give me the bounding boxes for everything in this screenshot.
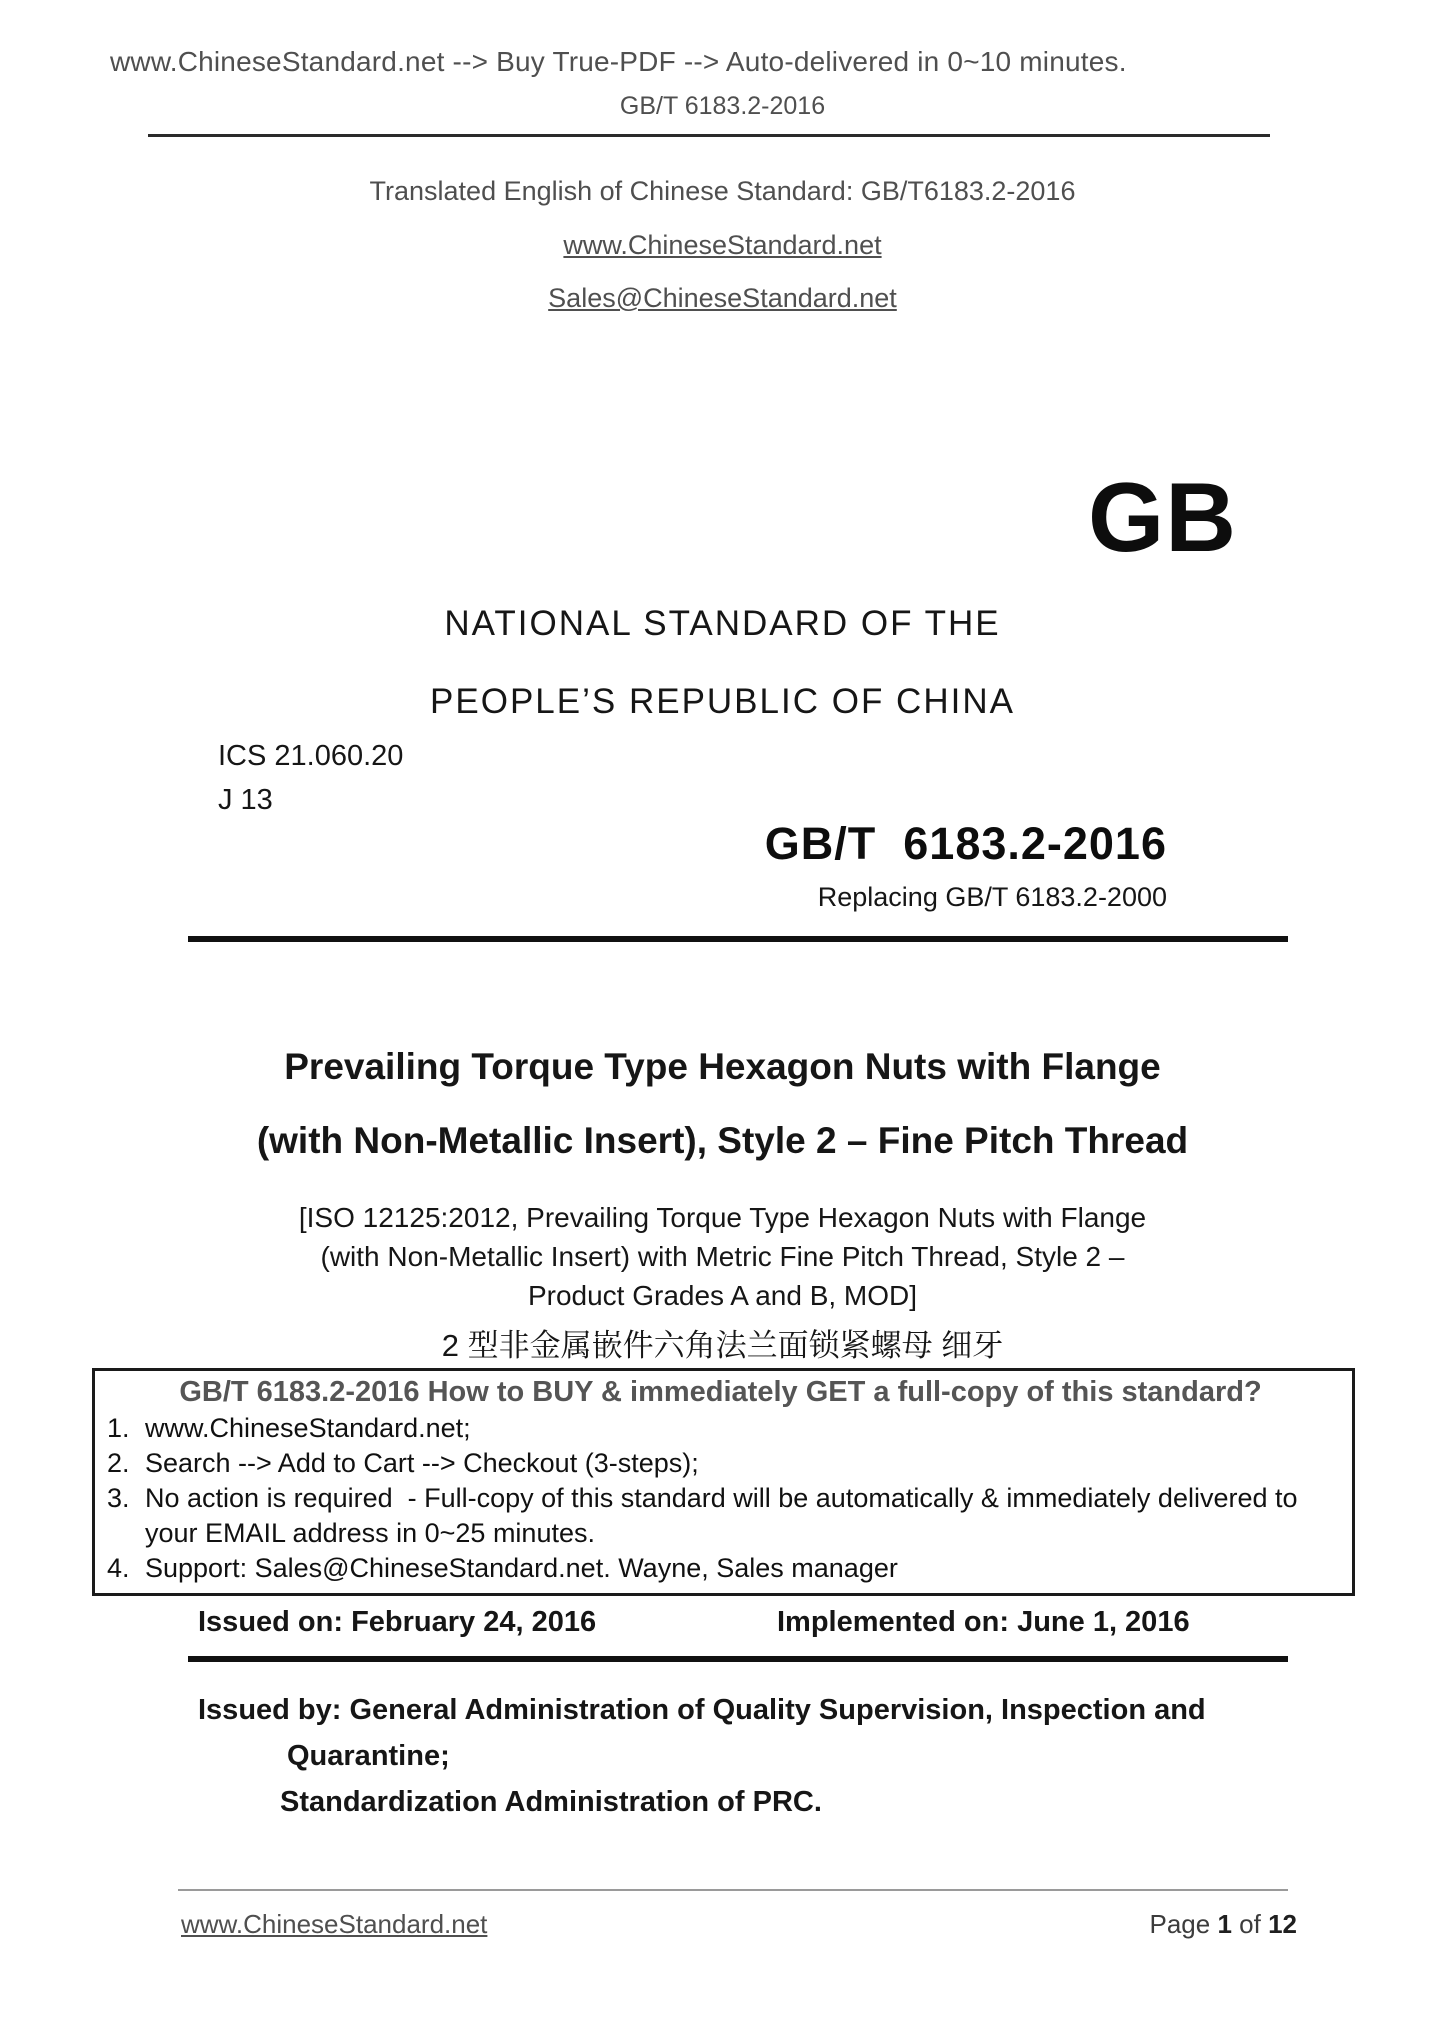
title-english-line1: Prevailing Torque Type Hexagon Nuts with Flange <box>284 1046 1161 1087</box>
issuer-line3: Standardization Administration of PRC. <box>280 1786 822 1818</box>
footer-divider <box>178 1889 1288 1891</box>
translated-standard-line: Translated English of Chinese Standard: GB/T6183.2-2016 <box>369 176 1076 206</box>
iso-reference-line3: Product Grades A and B, MOD] <box>527 1280 918 1311</box>
website-link[interactable]: www.ChineseStandard.net <box>563 230 882 260</box>
title-english-line2: (with Non-Metallic Insert), Style 2 – Fine Pitch Thread <box>256 1120 1189 1161</box>
footer-website-link[interactable]: www.ChineseStandard.net <box>181 1909 488 1939</box>
dates-divider <box>188 1656 1288 1662</box>
standard-number-block <box>765 818 1167 913</box>
buy-step-number: 2. <box>107 1448 130 1478</box>
issuer-line2: Quarantine; <box>287 1740 450 1772</box>
how-to-buy-box <box>92 1368 1355 1596</box>
standard-number: GB/T 6183.2-2016 <box>764 818 1167 869</box>
buy-step-1 <box>99 1411 1342 1446</box>
buy-step-number: 4. <box>107 1553 130 1583</box>
buy-step-text: Search --> Add to Cart --> Checkout (3-steps); <box>145 1448 699 1478</box>
page-of-label: of <box>1239 1909 1261 1939</box>
page-label: Page <box>1149 1909 1211 1939</box>
gb-logo: GB <box>1088 462 1237 572</box>
sales-email-link[interactable]: Sales@ChineseStandard.net <box>548 283 897 313</box>
iso-reference-line1: [ISO 12125:2012, Prevailing Torque Type Hexagon Nuts with Flange <box>298 1202 1147 1233</box>
title-divider <box>188 936 1288 942</box>
iso-reference-line2: (with Non-Metallic Insert) with Metric Fine Pitch Thread, Style 2 – <box>320 1241 1125 1272</box>
buy-step-2 <box>99 1446 1342 1481</box>
issued-date: Issued on: February 24, 2016 <box>198 1606 597 1638</box>
replacing-note: Replacing GB/T 6183.2-2000 <box>817 882 1167 912</box>
national-standard-line2: PEOPLE’S REPUBLIC OF CHINA <box>430 682 1015 721</box>
implemented-date: Implemented on: June 1, 2016 <box>777 1606 1190 1638</box>
page-total: 12 <box>1268 1909 1297 1939</box>
national-standard-line1: NATIONAL STANDARD OF THE <box>444 604 1001 643</box>
header-doc-code: GB/T 6183.2-2016 <box>619 92 826 120</box>
buy-step-number: 1. <box>107 1413 130 1443</box>
title-chinese: 2 型非金属嵌件六角法兰面锁紧螺母 细牙 <box>441 1328 1004 1363</box>
page-indicator <box>1149 1909 1297 1940</box>
buy-step-text: www.ChineseStandard.net; <box>145 1413 471 1443</box>
how-to-buy-heading: GB/T 6183.2-2016 How to BUY & immediately GET a full-copy of this standard? <box>179 1376 1262 1408</box>
email-link-row <box>0 283 1445 314</box>
issuer-line1: Issued by: General Administration of Quality Supervision, Inspection and <box>198 1694 1206 1726</box>
iso-reference-block <box>0 1198 1445 1315</box>
footer-site-row <box>181 1909 487 1940</box>
header-divider <box>148 134 1270 137</box>
buy-step-text: No action is required - Full-copy of this standard will be automatically & immediately delivered to your EMAIL address in 0~25 minutes. <box>145 1483 1306 1548</box>
buy-step-number: 3. <box>107 1483 130 1513</box>
site-link-row <box>0 230 1445 261</box>
buy-step-3 <box>99 1481 1342 1551</box>
buy-step-text: Support: Sales@ChineseStandard.net. Wayne, Sales manager <box>145 1553 898 1583</box>
buy-step-4 <box>99 1551 1342 1586</box>
class-code: J 13 <box>218 784 273 816</box>
page-number: 1 <box>1217 1909 1232 1939</box>
header-promo-text: www.ChineseStandard.net --> Buy True-PDF --> Auto-delivered in 0~10 minutes. <box>110 46 1127 77</box>
ics-code: ICS 21.060.20 <box>218 740 404 772</box>
